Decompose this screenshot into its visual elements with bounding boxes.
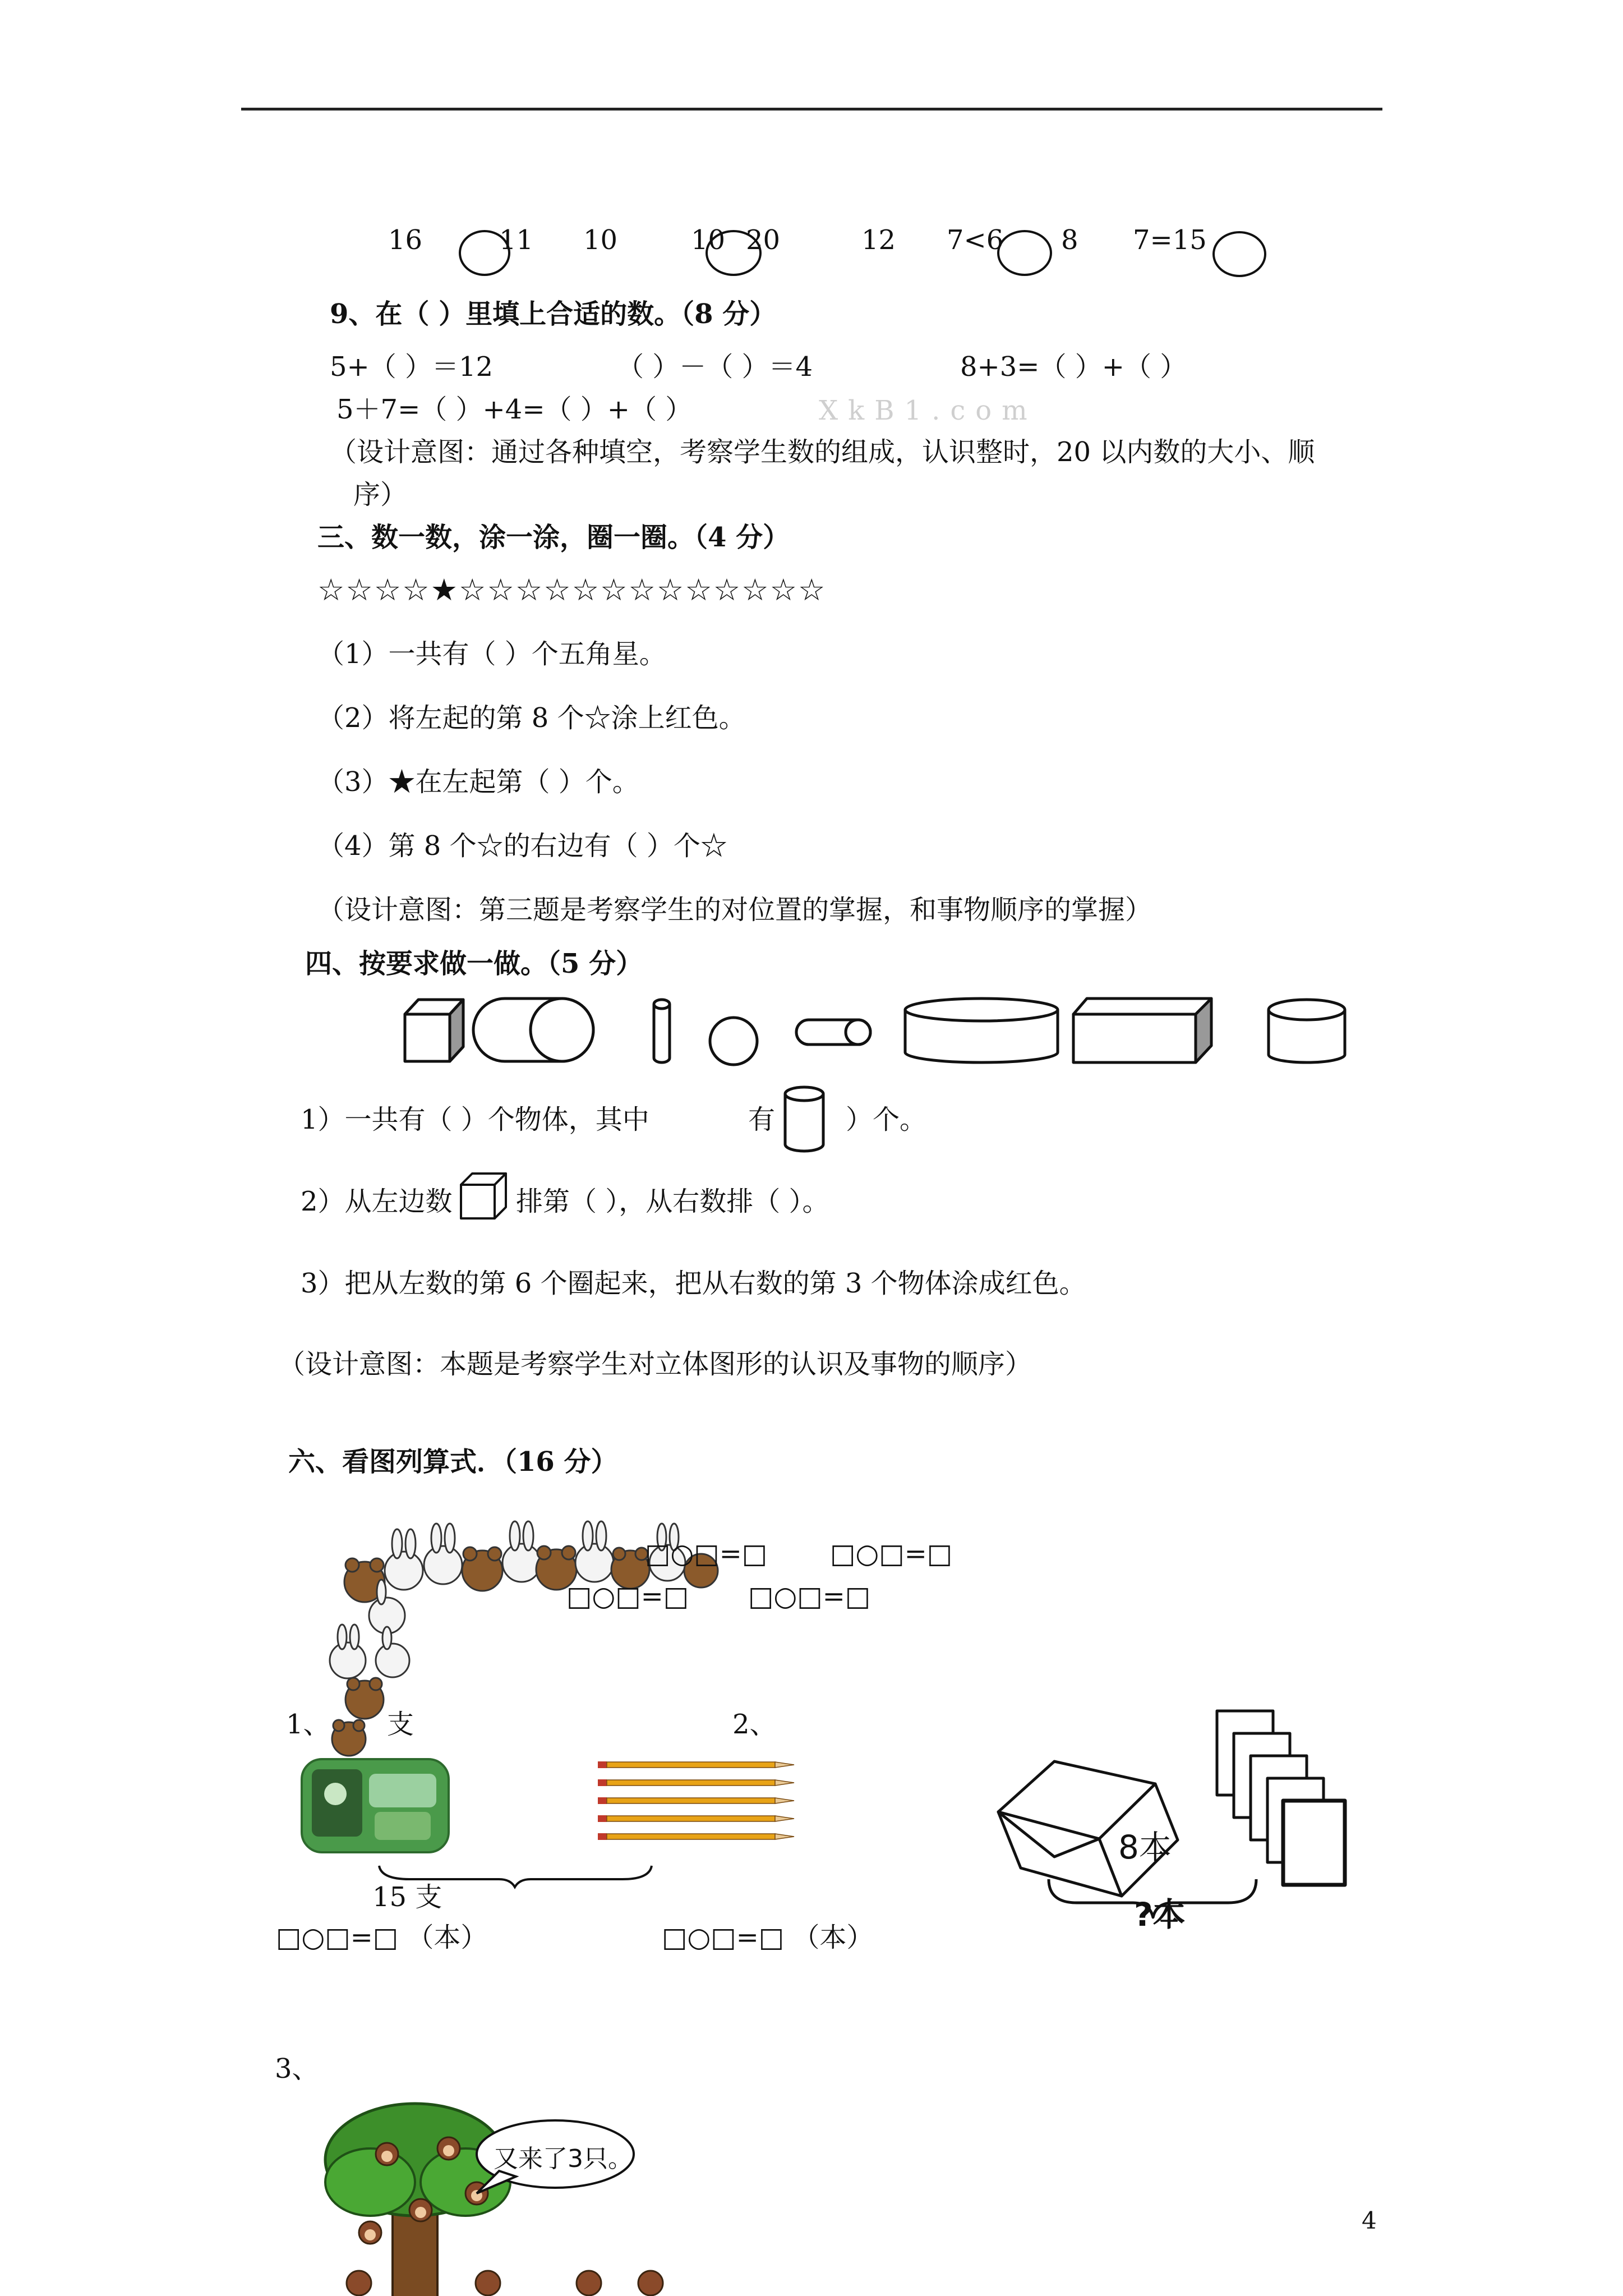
brace-label: 15 支 bbox=[372, 1881, 442, 1913]
tree-monkeys-picture bbox=[308, 2098, 813, 2296]
bunny-icon bbox=[575, 1521, 614, 1582]
compare-number: 11 bbox=[499, 224, 534, 256]
bear-icon bbox=[345, 1678, 384, 1719]
thin-cylinder-icon bbox=[654, 1000, 670, 1062]
q9-blank-1[interactable]: 5+（ ）＝12 bbox=[330, 351, 494, 383]
bear-icon bbox=[462, 1547, 502, 1591]
sphere-icon bbox=[710, 1018, 757, 1065]
compare-number: 7=15 bbox=[1133, 224, 1207, 256]
sec4-q2-tail[interactable]: 排第（ ），从右数排（ ）。 bbox=[516, 1186, 829, 1217]
q9-blank-4[interactable]: 5＋7=（ ）+4=（ ）+（ ） bbox=[336, 394, 693, 425]
q9-blank-3[interactable]: 8+3=（ ）+（ ） bbox=[960, 351, 1187, 383]
pencil-icon bbox=[598, 1833, 794, 1840]
cube-icon bbox=[405, 1000, 463, 1061]
compare-number: 16 bbox=[388, 224, 423, 256]
cylinder-icon bbox=[782, 1085, 827, 1158]
sec4-q1[interactable]: 1）一共有（ ）个物体，其中 bbox=[301, 1104, 649, 1135]
q9-intent: （设计意图：通过各种填空，考察学生数的组成，认识整时，20 以内数的大小、顺 bbox=[330, 436, 1315, 468]
sec4-q2: 2）从左边数 bbox=[301, 1186, 453, 1217]
eq-top-1[interactable]: □○□=□ bbox=[645, 1538, 768, 1570]
monkey-icon bbox=[476, 2271, 500, 2295]
bunny-icon bbox=[385, 1529, 423, 1590]
sec4-heading: 四、按要求做一做。（5 分） bbox=[305, 948, 643, 979]
monkey-icon bbox=[577, 2271, 601, 2295]
speech-bubble-text: 又来了3只。 bbox=[494, 2145, 633, 2173]
problem-1-unit: 支 bbox=[387, 1709, 414, 1740]
cylinder-lying-icon bbox=[473, 999, 593, 1061]
sec3-q3[interactable]: （3）★在左起第（ ）个。 bbox=[317, 766, 639, 798]
bunny-icon bbox=[330, 1625, 366, 1678]
monkey-icon bbox=[376, 2143, 398, 2165]
problem-3-label: 3、 bbox=[275, 2053, 319, 2085]
sec3-q4[interactable]: （4）第 8 个☆的右边有（ ）个☆ bbox=[317, 830, 727, 862]
cube-small-icon bbox=[458, 1170, 514, 1222]
sec4-q3: 3）把从左数的第 6 个圈起来，把从右数的第 3 个物体涂成红色。 bbox=[301, 1268, 1086, 1299]
short-cylinder-icon bbox=[1269, 1000, 1345, 1062]
pencils-picture bbox=[594, 1756, 802, 1851]
small-cylinder-icon bbox=[796, 1020, 870, 1045]
compare-number: 8 bbox=[1061, 224, 1078, 256]
books-label: 8本 bbox=[1118, 1828, 1172, 1866]
monkey-icon bbox=[437, 2137, 460, 2160]
sec6-heading: 六、看图列算式．（16 分） bbox=[288, 1446, 618, 1478]
bear-icon bbox=[332, 1720, 366, 1756]
sec3-heading: 三、数一数，涂一涂，圈一圈。（4 分） bbox=[317, 522, 790, 553]
problem-1-label: 1、 bbox=[286, 1709, 330, 1740]
compare-number: 10 bbox=[583, 224, 618, 256]
flat-cylinder-icon bbox=[905, 999, 1058, 1062]
cuboid-icon bbox=[1073, 999, 1211, 1062]
sec4-q1-has: 有 bbox=[748, 1104, 776, 1135]
sec4-q1-tail[interactable]: ）个。 bbox=[846, 1104, 927, 1135]
monkey-icon bbox=[359, 2221, 381, 2244]
pencil-icon bbox=[598, 1779, 794, 1786]
sec3-q2: （2）将左起的第 8 个☆涂上红色。 bbox=[317, 702, 746, 734]
compare-number: 12 bbox=[861, 224, 896, 256]
bunny-icon bbox=[376, 1627, 409, 1677]
sec4-intent: （设计意图：本题是考察学生对立体图形的认识及事物的顺序） bbox=[278, 1349, 1032, 1380]
q9-heading: 9、在（ ）里填上合适的数。（8 分） bbox=[330, 298, 777, 330]
pencil-icon bbox=[598, 1797, 794, 1804]
pencil-icon bbox=[598, 1761, 794, 1768]
eq-top-3[interactable]: □○□=□ bbox=[566, 1581, 689, 1612]
eq-top-2[interactable]: □○□=□ bbox=[830, 1538, 953, 1570]
q9-blank-2[interactable]: （ ）－（ ）＝4 bbox=[617, 351, 813, 383]
pencil-icon bbox=[598, 1815, 794, 1822]
eq-problem-2[interactable]: □○□=□ （本） bbox=[662, 1922, 874, 1953]
bunny-icon bbox=[502, 1521, 541, 1582]
books-total-label: ?本 bbox=[1134, 1895, 1186, 1934]
star-row: ☆☆☆☆★☆☆☆☆☆☆☆☆☆☆☆☆☆ bbox=[317, 572, 827, 608]
bunny-icon bbox=[424, 1524, 462, 1584]
eq-problem-1[interactable]: □○□=□ （本） bbox=[276, 1922, 488, 1953]
watermark: XkB1.com bbox=[819, 395, 1038, 426]
sec3-intent: （设计意图：第三题是考察学生的对位置的掌握，和事物顺序的掌握） bbox=[317, 894, 1152, 926]
q9-intent-cont: 序） bbox=[353, 479, 408, 510]
monkey-icon bbox=[409, 2199, 432, 2221]
compare-number: 20 bbox=[746, 224, 781, 256]
pencil-box-picture bbox=[296, 1754, 459, 1860]
solids-row bbox=[0, 0, 1623, 1094]
compare-number: 10 bbox=[691, 224, 726, 256]
eq-top-4[interactable]: □○□=□ bbox=[748, 1581, 871, 1612]
compare-number: 7<6 bbox=[947, 224, 1004, 256]
monkey-icon bbox=[638, 2271, 663, 2295]
sec3-q1[interactable]: （1）一共有（ ）个五角星。 bbox=[317, 638, 666, 670]
problem-2-label: 2、 bbox=[732, 1709, 777, 1740]
page-number: 4 bbox=[1362, 2207, 1377, 2234]
monkey-icon bbox=[347, 2271, 371, 2295]
